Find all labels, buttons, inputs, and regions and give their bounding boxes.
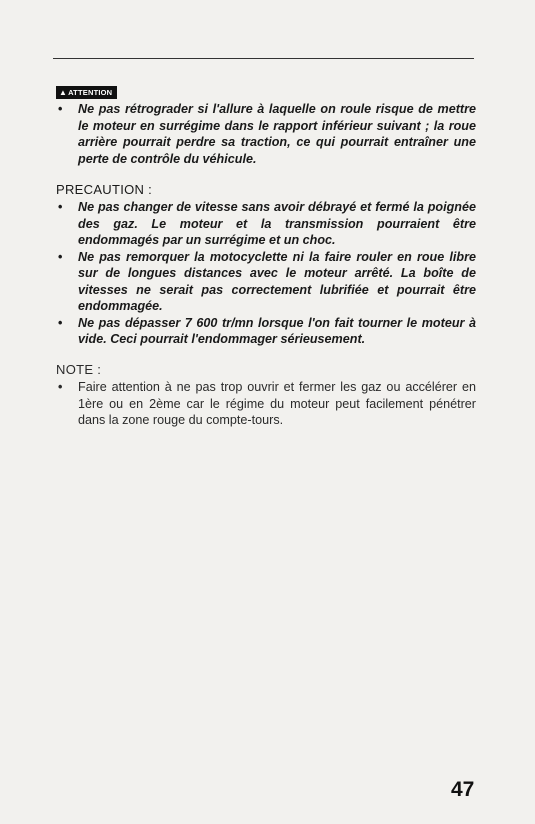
note-item [56, 379, 476, 429]
bullet-icon: • [58, 200, 63, 214]
precaution-item [56, 315, 476, 348]
header-rule [53, 58, 474, 59]
warning-triangle-icon: ▲ [59, 87, 68, 97]
bullet-icon: • [58, 315, 63, 330]
precaution-item-text: Ne pas dépasser 7 600 tr/mn lorsque l'on fait tourner le moteur à vide. Ceci pourrait l'endommager sérieusement. [78, 315, 476, 346]
note-item-text: Faire attention à ne pas trop ouvrir et fermer les gaz ou accélérer en 1ère ou en 2ème car le régime du moteur peut facilement pénétrer dans la zone rouge du compte-tours. [78, 380, 476, 427]
precaution-section [56, 182, 476, 348]
precaution-item-text: Ne pas remorquer la motocyclette ni la faire rouler en roue libre sur de longues distances avec le moteur arrêté. La boîte de vitesses ne serait pas correctement lubrifiée et pourrait être endommagée. [78, 249, 476, 313]
precaution-item [56, 199, 476, 249]
bullet-icon: • [58, 380, 63, 394]
precaution-item-text: Ne pas changer de vitesse sans avoir débrayé et fermé la poignée des gaz. Le moteur et la transmission pourraient être endommagés par un surrégime et un choc. [78, 200, 476, 247]
bullet-icon: • [58, 102, 63, 116]
precaution-heading: PRECAUTION : [56, 182, 153, 197]
precaution-item [56, 249, 476, 315]
attention-item [56, 101, 476, 167]
attention-badge [56, 86, 117, 99]
attention-label: ATTENTION [68, 88, 113, 97]
note-section [56, 362, 476, 429]
bullet-icon: • [58, 249, 63, 264]
page-number: 47 [451, 778, 475, 801]
attention-section [56, 101, 476, 167]
note-heading: NOTE : [56, 362, 102, 377]
attention-item-text: Ne pas rétrograder si l'allure à laquelle on roule risque de mettre le moteur en surrégime dans le rapport inférieur suivant ; la roue arrière pourrait perdre sa traction, ce qui pourrait entraîner une perte de contrôle du véhicule. [78, 102, 476, 166]
